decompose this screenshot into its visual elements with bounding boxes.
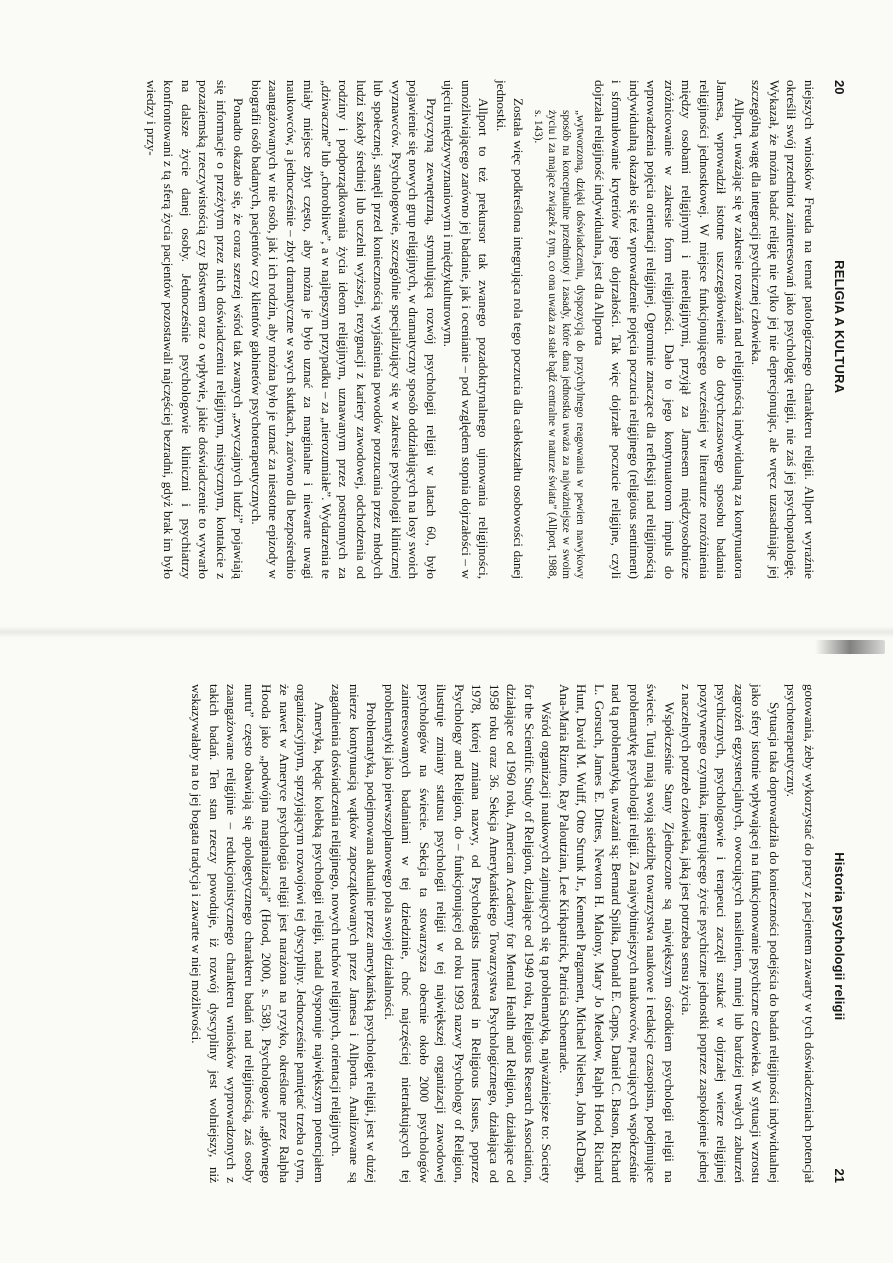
paragraph: gotowania, żeby wykorzystać do pracy z pacjentem zawarty w tych doświadczeniach potencjał psychoterapeutyczny. [784, 684, 817, 1183]
paragraph: Allport to też prekursor tak zwanego pozadoktrynalnego ujmowania religijności, umożliwiającego zarówno jej badanie, jak i ocenianie – pod względem stopnia dojrzałości – w ujęciu międzywyznaniowym i międzykulturowym. [441, 80, 492, 579]
paragraph: Wśród organizacji naukowych zajmujących się tą problematyką, najważniejsze to: Society for the Scientific Study of Religion, działające od 1949 roku, Religious Research Association, działające od 1960 roku, American Academy for Mental Health and Religion, działające od 1958 roku oraz 36. Sekcja Amerykańskiego Towarzystwa Psychologicznego, działająca od 1978, której zmiana nazwy, od Psychologists Interested in Religious Issues, poprzez Psychology and Religion, do – funkcjonującej od roku 1993 nazwy Psychology of Religion, ilustruje zmiany statusu psychologii religii w tej największej organizacji zawodowej psychologów na świecie. Sekcja ta stowarzysza obecnie około 2000 psychologów zainteresowanych badaniami w tej dziedzinie, choć najczęściej nietraktujących tej problematyki jako pierwszoplanowego pola swojej działalności. [382, 684, 555, 1183]
paragraph: niejszych wniosków Freuda na temat patologicznego charakteru religii. Allport wyraźnie określił swój przedmiot zainteresowań jako psychologię religii, nie zaś jej psychopatologię. Wykazał, że można badać religię nie tylko jej nie deprecjonując, ale wręcz uzasadniając jej szczególną wagę dla integracji psychicznej człowieka. [749, 80, 817, 579]
paragraph: Allport, uważając się w zakresie rozważań nad religijnością indywidualną za kontynuatora Jamesa, wprowadził istotne uszczegółowienie do dotychczasowego sposobu badania religijności jednostkowej. W miejsce funkcjonującego wcześniej w literaturze rozróżnienia między osobami religijnymi i niereligijnymi, przyjął za Jamesem międzyosobnicze zróżnicowanie w zakresie form religijności. Dało to jego kontynuatorom impuls do wprowadzenia pojęcia orientacji religijnej. Ogromnie znaczące dla refleksji nad religijnością indywidualną okazało się też wprowadzenie pojęcia poczucia religijnego (religious sentiment) i sformułowanie kryteriów jego dojrzałości. Tak więc dojrzałe poczucie religijne, czyli dojrzała religijność indywidualna, jest dla Allporta [592, 80, 747, 579]
paragraph: Współcześnie Stany Zjednoczone są największym ośrodkiem psychologii religii na świecie. Tutaj mają swoją siedzibę towarzystwa naukowe i redakcje czasopism, podejmujące problematykę psychologii religii. Za najwybitniejszych naukowców, pracujących współcześnie nad tą problematyką, uważani są: Bernard Spilka, Donald E. Capps, Daniel C. Batson, Richard L. Gorsuch, James E. Dittes, Newton H. Malony, Mary Jo Meadow, Ralph Hood, Richard Hunt, David M. Wulff, Otto Strunk Jr., Kenneth Pargament, Michael Nielsen, John McDargh, Ana-Maria Rizutto, Ray Paloutzian, Lee Kirkpatrick, Patricia Schoenrade. [557, 684, 677, 1183]
paragraph: Problematyka, podejmowana aktualnie przez amerykańską psychologię religii, jest w dużej mierze kontynuacją wątków zapoczątkowanych przez Jamesa i Allporta. Analizowane są zagadnienia doświadczenia religijnego, nowych ruchów religijnych, orientacji religijnych. [329, 684, 380, 1183]
paragraph: Ponadto okazało się, że coraz szerzej wśród tak zwanych „zwyczajnych ludzi” pojawiają się informacje o przeżytym przez nich doświadczeniu religijnym, mistycznym, kontakcie z pozaziemską rzeczywistością czy Bóstwem oraz o wpływie, jakie doświadczenie to wywarło na dalsze życie danej osoby. Jednocześnie psychologowie kliniczni i psychiatrzy konfrontowani z tą sferą życia pacjentów pozostawali najczęściej bezradni, gdyż brak im było wiedzy i przy- [143, 80, 247, 579]
scanner-edge-mark [815, 640, 885, 654]
right-page-number: 21 [832, 1168, 847, 1183]
left-page [0, 0, 893, 631]
left-running-title: RELIGIA A KULTURA [832, 260, 847, 394]
right-page [0, 632, 893, 1263]
paragraph: Przyczyną zewnętrzną, stymulującą rozwój psychologii religii w latach 60., było pojawienie się nowych grup religijnych, w dramatyczny sposób oddziałujących na losy swoich wyznawców. Psychologowie, szczególnie specjalizujący się w zakresie psychologii klinicznej lub społecznej, stanęli przed koniecznością wyjaśnienia powodów porzucania przez młodych ludzi szkoły średniej lub uczelni wyższej, rezygnacji z kariery zawodowej, odchodzenia od rodziny i podporządkowania życia ideom religijnym, uznawanym przez postronnych za „dziwaczne” lub „chorobliwe”, a w najlepszym przypadku – za „nierozumiałe”. Wydarzenia te miały miejsce zbyt często, aby można je było uznać za marginalne i niewarte uwagi naukowców, a jednocześnie – zbyt dramatyczne w swych skutkach, zarówno dla bezpośrednio zaangażowanych w nie osób, jak i ich rodzin, aby można było je uznać za niestotne epizody w biografii osób badanych, pacjentów czy klientów gabinetów psychoterapeutycznych. [248, 80, 439, 579]
right-running-head [832, 684, 847, 1183]
left-body-text [142, 80, 818, 579]
right-running-title: Historia psychologii religii [832, 852, 847, 1021]
left-page-number: 20 [832, 80, 847, 95]
right-body-text [188, 684, 818, 1183]
paragraph: Została więc podkreślona integrująca rola tego poczucia dla całokształtu osobowości danej jednostki. [493, 80, 527, 579]
paragraph: Ameryka, będąc kolebką psychologii religii, nadal dysponuje największym potencjałem organizacyjnym, sprzyjającym rozwojowi tej dyscypliny. Jednocześnie pamiętać trzeba o tym, że nawet w Ameryce psychologia religii jest narażona na ryzyko, określone przez Ralpha Hooda jako „podwójna marginalizacja” (Hood, 2000, s. 538). Psychologowie „głównego nurtu” często obawiają się apologetycznego charakteru badań nad religijnością, zaś osoby zaangażowane religijnie – redukcjonistycznego charakteru wniosków wyprowadzonych z takich badań. Ten stan rzeczy powoduje, iż rozwój dyscypliny jest wolniejszy, niż wskazywałaby na to jej bogata tradycja i zawarte w niej możliwości. [189, 684, 327, 1183]
paragraph: Sytuacja taka doprowadziła do konieczności podejścia do badań religijności indywidualnej jako sfery istotnie wpływającej na funkcjonowanie psychiczne człowieka. W sytuacji wzrostu zagrożeń egzystencjalnych, owocujących nasileniem, mniej lub bardziej trwałych zaburzeń psychicznych, psychologowie i terapeuci zaczęli szukać w dojrzałej wierze religijnej pozytywnego czynnika, integrującego życie psychiczne jednostki poprzez zaspokojenie jednej z naczelnych potrzeb człowieka, jaką jest potrzeba sensu życia. [679, 684, 782, 1183]
block-quote: „wytworzoną, dzięki doświadczeniu, dyspozycją do przychylnego reagowania w pewien nawykowy sposób na konceptualne przedmioty i zasady, które dana jednostka uważa za najważniejsze w swoim życiu i za mające związek z tym, co ona uważa za stałe bądź centralne w naturze świata” (Allport, 1988, s. 143). [531, 110, 587, 579]
left-running-head [832, 80, 847, 579]
